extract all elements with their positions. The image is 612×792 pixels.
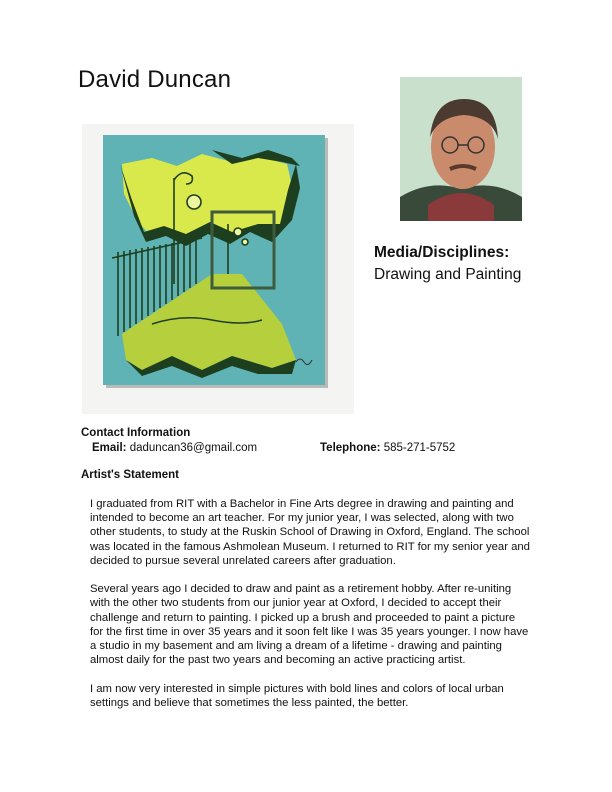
statement-paragraph: I graduated from RIT with a Bachelor in Fine Arts degree in drawing and painting and intended to become an art teacher. For my junior year, I was selected, along with two other students, to study at the Ruskin School of Drawing in Oxford, England. The school was located in the famous Ashmolean Museum. I returned to RIT for my senior year and decided to pursue several unrelated careers after graduation. bbox=[90, 498, 530, 567]
statement-paragraph: Several years ago I decided to draw and paint as a retirement hobby. After re-uniting with the other two students from our junior year at Oxford, I decided to accept their challenge and return to painting. I picked up a brush and proceeded to paint a picture for the first time in over 35 years and it soon felt like I was 35 years younger. I now have a studio in my basement and am living a dream of a lifetime - drawing and painting almost daily for the past two years and becoming an active practicing artist. bbox=[90, 583, 529, 667]
statement-heading: Artist's Statement bbox=[81, 469, 179, 481]
contact-heading: Contact Information bbox=[81, 427, 191, 439]
media-value: Drawing and Painting bbox=[374, 266, 522, 283]
phone-label: Telephone: bbox=[320, 442, 381, 454]
painting-image bbox=[82, 124, 354, 414]
artist-name: David Duncan bbox=[78, 66, 232, 93]
media-heading: Media/Disciplines: bbox=[374, 244, 510, 261]
email-row bbox=[92, 442, 257, 454]
email-value[interactable]: daduncan36@gmail.com bbox=[129, 442, 258, 454]
artist-portrait bbox=[400, 77, 522, 221]
phone-value: 585-271-5752 bbox=[383, 442, 456, 454]
statement-paragraph: I am now very interested in simple pictures with bold lines and colors of local urban settings and believe that sometimes the less painted, the better. bbox=[90, 682, 504, 709]
phone-row bbox=[320, 442, 455, 454]
email-label: Email: bbox=[92, 442, 127, 454]
artist-statement bbox=[90, 497, 530, 724]
